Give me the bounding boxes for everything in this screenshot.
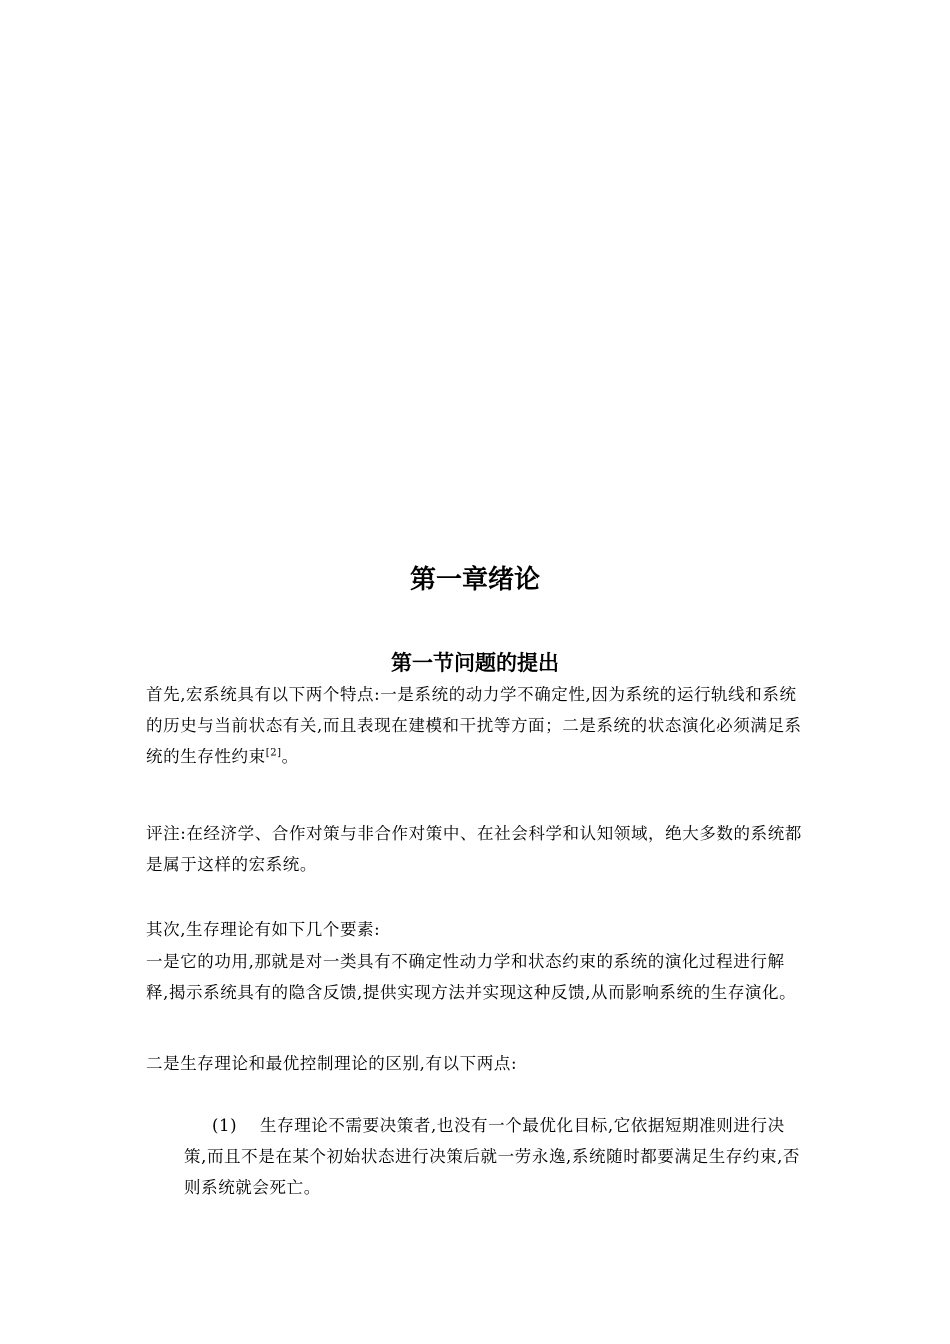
list-item-text: 生存理论不需要决策者,也没有一个最优化目标,它依据短期准则进行决策,而且不是在某个初始状态进行决策后就一劳永逸,系统随时都要满足生存约束,否则系统就会死亡。 [184, 1116, 801, 1197]
list-item-marker: (1) [212, 1116, 238, 1135]
section-title: 第一节问题的提出 [391, 651, 559, 675]
citation-marker: [2] [265, 747, 282, 759]
paragraph-function: 一是它的功用,那就是对一类具有不确定性动力学和状态约束的系统的演化过程进行解释,揭示系统具有的隐含反馈,提供实现方法并实现这种反馈,从而影响系统的生存演化。 [146, 952, 797, 1002]
paragraph-features-end: 。 [281, 747, 299, 766]
paragraph-difference: 二是生存理论和最优控制理论的区别,有以下两点: [146, 1054, 518, 1073]
list-item [184, 1110, 804, 1203]
paragraph-features [146, 679, 806, 772]
paragraph-comment: 评注:在经济学、合作对策与非合作对策中、在社会科学和认知领域，绝大多数的系统都是属于这样的宏系统。 [146, 824, 802, 874]
chapter-title: 第一章绪论 [409, 565, 540, 595]
paragraph-elements-intro: 其次,生存理论有如下几个要素: [146, 920, 381, 939]
paragraph-features-text: 首先,宏系统具有以下两个特点:一是系统的动力学不确定性,因为系统的运行轨线和系统的历史与当前状态有关,而且表现在建模和干扰等方面；二是系统的状态演化必须满足系统的生存性约束 [146, 685, 802, 766]
